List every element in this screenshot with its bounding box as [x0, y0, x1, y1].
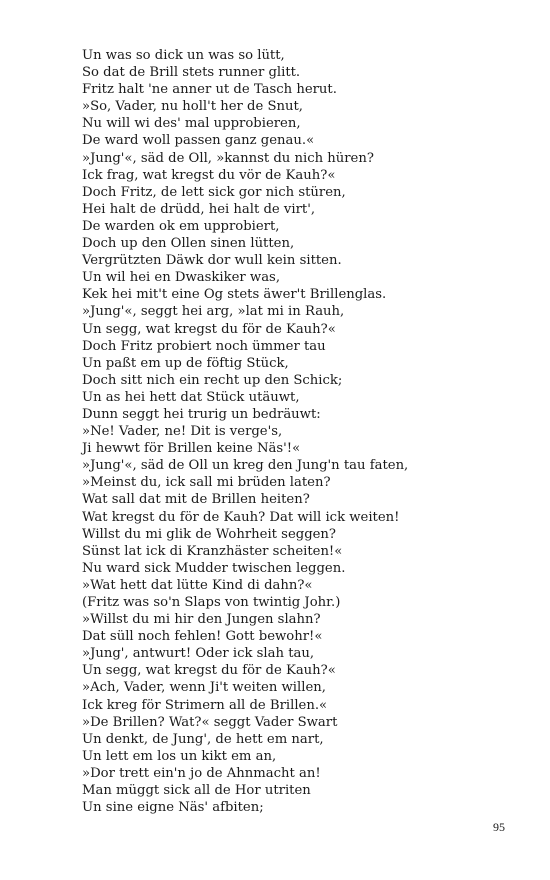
- poem-line: »Jung'«, säd de Oll un kreg den Jung'n tau faten,: [82, 458, 409, 474]
- poem-line: Dunn seggt hei trurig un bedräuwt:: [82, 406, 321, 422]
- poem-line: So dat de Brill stets runner glitt.: [82, 65, 301, 81]
- poem-line: Un denkt, de Jung', de hett em nart,: [82, 731, 324, 747]
- poem-line: Fritz halt 'ne anner ut de Tasch herut.: [82, 82, 337, 98]
- poem-line: Sünst lat ick di Kranzhäster scheiten!«: [82, 543, 343, 559]
- poem-line: »De Brillen? Wat?« seggt Vader Swart: [82, 714, 338, 730]
- poem-line: Un was so dick un was so lütt,: [82, 48, 285, 63]
- poem-line: Man müggt sick all de Hor utriten: [82, 783, 311, 799]
- poem-line: »Meinst du, ick sall mi brüden laten?: [82, 475, 331, 491]
- poem-line: Doch Fritz, de lett sick gor nich stüren,: [82, 184, 346, 200]
- poem-line: Un segg, wat kregst du för de Kauh?«: [82, 321, 336, 337]
- poem-line: Doch Fritz probiert noch ümmer tau: [82, 338, 326, 354]
- poem-line: Willst du mi glik de Wohrheit seggen?: [82, 526, 336, 542]
- poem-line: De warden ok em upprobiert,: [82, 218, 280, 234]
- poem-line: Doch up den Ollen sinen lütten,: [82, 236, 295, 252]
- poem-line: Un as hei hett dat Stück utäuwt,: [82, 389, 300, 405]
- poem-line: »Ach, Vader, wenn Ji't weiten willen,: [82, 680, 326, 696]
- poem-line: Ji hewwt för Brillen keine Näs'!«: [82, 441, 301, 457]
- poem-line: Vergrützten Däwk dor wull kein sitten.: [82, 253, 342, 269]
- poem-line: Nu ward sick Mudder twischen leggen.: [82, 560, 346, 576]
- poem-line: (Fritz was so'n Slaps von twintig Johr.): [82, 595, 341, 610]
- poem-line: Ick frag, wat kregst du vör de Kauh?«: [82, 167, 336, 183]
- poem-line: Un lett em los un kikt em an,: [82, 748, 277, 764]
- poem-line: Un wil hei en Dwaskiker was,: [82, 270, 281, 286]
- poem-line: »Dor trett ein'n jo de Ahnmacht an!: [82, 765, 321, 781]
- poem-line: »Willst du mi hir den Jungen slahn?: [82, 612, 321, 628]
- poem-line: Doch sitt nich ein recht up den Schick;: [82, 372, 343, 388]
- poem-line: Un paßt em up de föftig Stück,: [82, 355, 289, 371]
- poem-line: »Wat hett dat lütte Kind di dahn?«: [82, 577, 313, 593]
- poem-text: [82, 47, 522, 816]
- page-number: 95: [493, 820, 505, 834]
- poem-line: »Jung'«, säd de Oll, »kannst du nich hüren?: [82, 150, 374, 166]
- poem-line: Ick kreg för Strimern all de Brillen.«: [82, 697, 328, 713]
- poem-line: »Ne! Vader, ne! Dit is verge's,: [82, 424, 283, 440]
- poem-line: »Jung'«, seggt hei arg, »lat mi in Rauh,: [82, 304, 345, 320]
- poem-line: Un sine eigne Näs' afbiten;: [82, 800, 264, 816]
- poem-line: Wat kregst du för de Kauh? Dat will ick weiten!: [82, 509, 400, 525]
- poem-line: Nu will wi des' mal upprobieren,: [82, 116, 301, 132]
- poem-line: »Jung', antwurt! Oder ick slah tau,: [82, 646, 315, 662]
- poem-line: Hei halt de drüdd, hei halt de virt',: [82, 201, 316, 217]
- poem-line: De ward woll passen ganz genau.«: [82, 133, 315, 149]
- poem-line: Wat sall dat mit de Brillen heiten?: [82, 492, 310, 508]
- poem-line: Dat süll noch fehlen! Gott bewohr!«: [82, 629, 323, 645]
- poem-line: Un segg, wat kregst du för de Kauh?«: [82, 663, 336, 679]
- poem-line: »So, Vader, nu holl't her de Snut,: [82, 99, 303, 115]
- poem-line: Kek hei mit't eine Og stets äwer't Brillenglas.: [82, 287, 387, 303]
